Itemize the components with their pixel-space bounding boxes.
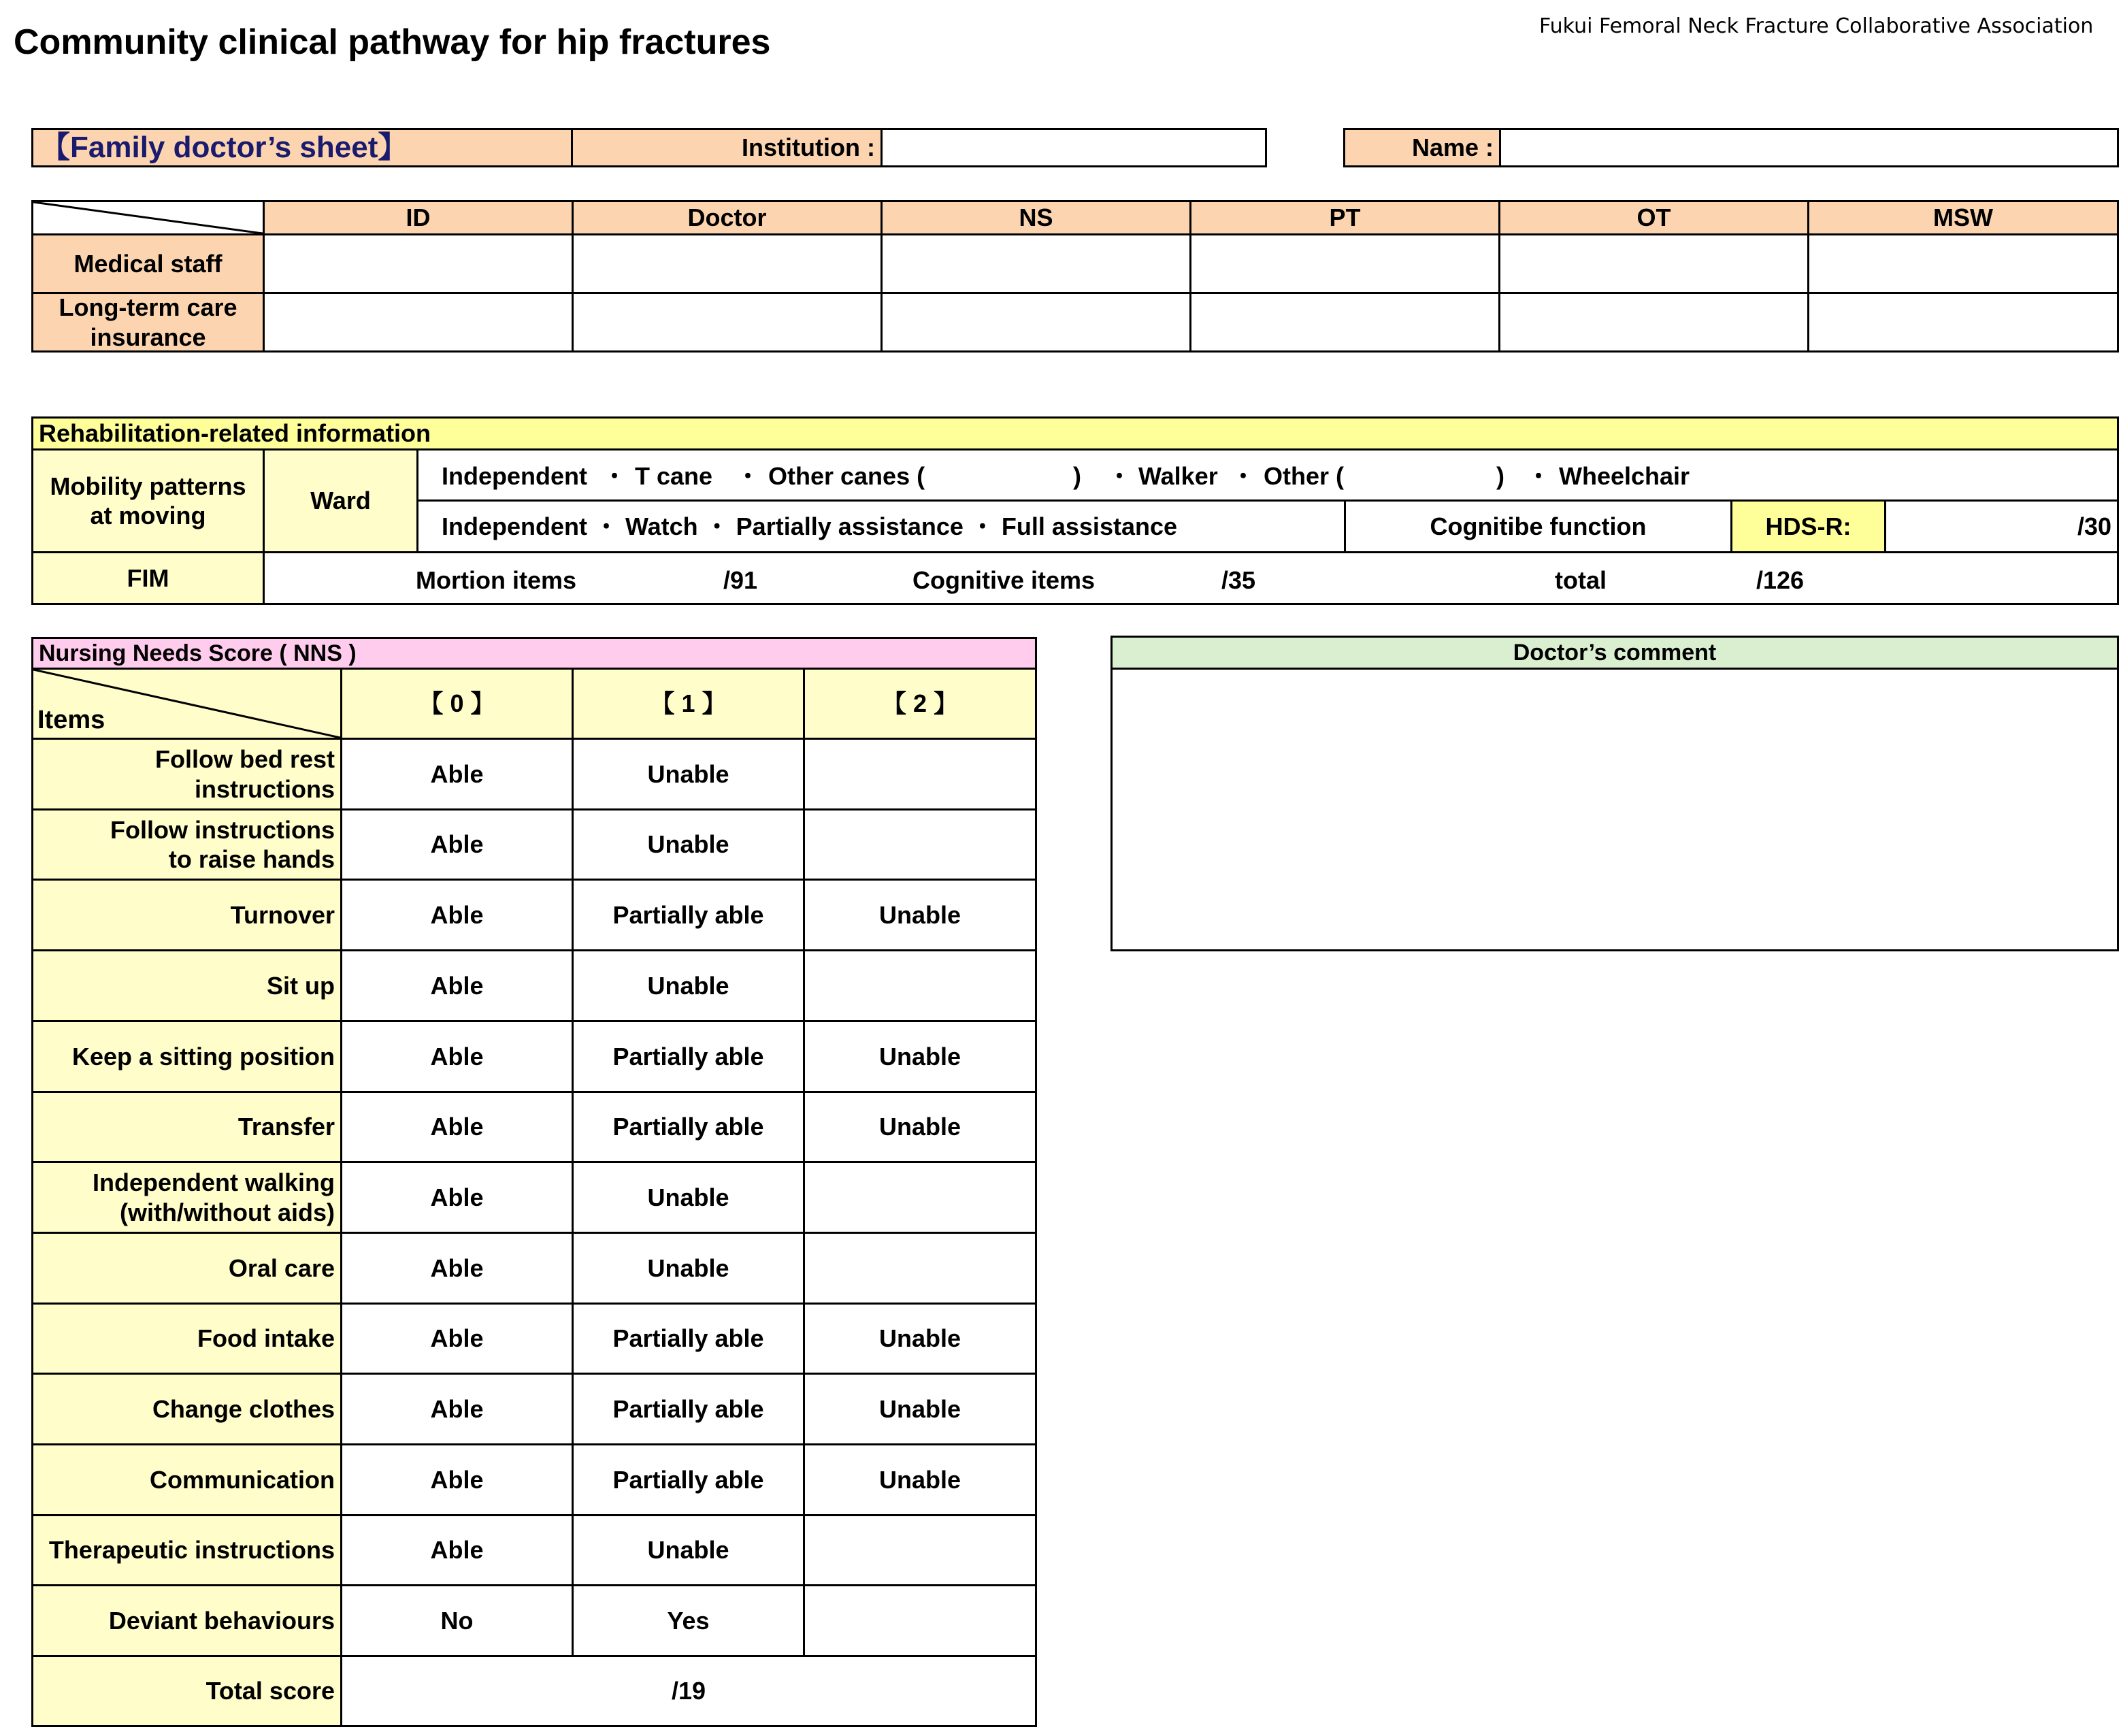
option-wheelchair[interactable]: Wheelchair: [1559, 462, 1690, 490]
option-other-canes[interactable]: Other canes (: [768, 462, 925, 490]
nns-header: Nursing Needs Score ( NNS ): [31, 637, 1037, 670]
nns-score-1-option[interactable]: Partially able: [572, 1373, 805, 1445]
nns-item-label: Follow instructions to raise hands: [31, 808, 342, 881]
nns-score-2-option[interactable]: [803, 738, 1037, 810]
nns-item-label: Transfer: [31, 1091, 342, 1163]
nns-score-1-option[interactable]: Partially able: [572, 1303, 805, 1375]
nns-item-label: Turnover: [31, 879, 342, 951]
nns-item-label: Keep a sitting position: [31, 1020, 342, 1093]
nns-score-1-option[interactable]: Partially able: [572, 1443, 805, 1516]
option-independent[interactable]: Independent: [442, 462, 587, 490]
doctor-comment-header: Doctor’s comment: [1110, 636, 2119, 670]
staff-cell[interactable]: [572, 292, 883, 353]
institution-label: Institution :: [571, 128, 883, 167]
items-header-cell: [31, 668, 342, 740]
doctor-comment-field[interactable]: [1110, 668, 2119, 951]
name-label: Name :: [1343, 128, 1501, 167]
nns-score-0-option[interactable]: Able: [340, 879, 574, 951]
staff-cell[interactable]: [263, 292, 574, 353]
nns-score-0-option[interactable]: Able: [340, 1232, 574, 1305]
nns-score-2-option[interactable]: [803, 1161, 1037, 1234]
rehab-header: Rehabilitation-related information: [31, 416, 2119, 451]
nns-score-0-option[interactable]: Able: [340, 1303, 574, 1375]
hdsr-label: HDS-R:: [1730, 499, 1886, 553]
nns-item-label: Sit up: [31, 949, 342, 1022]
mobility-options-row: [416, 448, 2119, 502]
nns-score-0-option[interactable]: Able: [340, 1161, 574, 1234]
nns-score-2-option[interactable]: [803, 1232, 1037, 1305]
nns-item-label: Change clothes: [31, 1373, 342, 1445]
ward-label: Ward: [263, 448, 418, 553]
option-walker[interactable]: Walker: [1138, 462, 1218, 490]
nns-score-1-option[interactable]: Partially able: [572, 1020, 805, 1093]
nns-item-label: Independent walking (with/without aids): [31, 1161, 342, 1234]
nns-score-1-option[interactable]: Unable: [572, 1514, 805, 1586]
column-header-ot: OT: [1498, 200, 1809, 235]
row-label-medical-staff: Medical staff: [31, 233, 265, 294]
nns-score-1-option[interactable]: Unable: [572, 949, 805, 1022]
staff-cell[interactable]: [1498, 292, 1809, 353]
nns-score-0-option[interactable]: Able: [340, 1373, 574, 1445]
institution-field[interactable]: [881, 128, 1267, 167]
closing-paren: ): [1496, 462, 1504, 490]
fim-label: FIM: [31, 551, 265, 605]
staff-cell[interactable]: [1189, 292, 1500, 353]
score-header-0: 【 0 】: [340, 668, 574, 740]
nns-score-1-option[interactable]: Unable: [572, 1232, 805, 1305]
staff-cell[interactable]: [1807, 292, 2119, 353]
nns-score-1-option[interactable]: Unable: [572, 1161, 805, 1234]
separator: ・: [736, 462, 761, 490]
fim-row: [263, 551, 2119, 605]
organization-name: Fukui Femoral Neck Fracture Collaborative Association: [1539, 14, 2094, 38]
nns-score-2-option[interactable]: Unable: [803, 1020, 1037, 1093]
total-score-value[interactable]: /19: [340, 1655, 1037, 1727]
total-score-label: Total score: [31, 1655, 342, 1727]
items-label: Items: [37, 706, 105, 735]
nns-score-1-option[interactable]: Yes: [572, 1584, 805, 1657]
score-header-2: 【 2 】: [803, 668, 1037, 740]
name-field[interactable]: [1499, 128, 2119, 167]
cognitive-items-label: Cognitive items: [912, 566, 1096, 594]
nns-score-1-option[interactable]: Partially able: [572, 879, 805, 951]
nns-score-0-option[interactable]: Able: [340, 1091, 574, 1163]
staff-cell[interactable]: [1189, 233, 1500, 294]
option-other[interactable]: Other (: [1264, 462, 1345, 490]
nns-score-0-option[interactable]: Able: [340, 949, 574, 1022]
motion-items-label: Mortion items: [416, 566, 577, 594]
nns-score-2-option[interactable]: [803, 1514, 1037, 1586]
staff-cell[interactable]: [572, 233, 883, 294]
separator: ・: [1526, 462, 1551, 490]
nns-score-1-option[interactable]: Unable: [572, 738, 805, 810]
option-t-cane[interactable]: T cane: [635, 462, 713, 490]
staff-cell[interactable]: [1807, 233, 2119, 294]
column-header-msw: MSW: [1807, 200, 2119, 235]
nns-score-2-option[interactable]: Unable: [803, 1091, 1037, 1163]
staff-cell[interactable]: [881, 292, 1191, 353]
fim-total-label: total: [1555, 566, 1607, 594]
nns-score-1-option[interactable]: Unable: [572, 808, 805, 881]
separator: ・: [1231, 462, 1256, 490]
nns-score-0-option[interactable]: Able: [340, 808, 574, 881]
nns-score-2-option[interactable]: Unable: [803, 879, 1037, 951]
cognitive-function-label: Cognitibe function: [1344, 499, 1732, 553]
nns-score-0-option[interactable]: Able: [340, 738, 574, 810]
row-label-long-term-care: Long-term care insurance: [31, 292, 265, 353]
column-header-pt: PT: [1189, 200, 1500, 235]
staff-corner-cell: [31, 200, 265, 235]
fim-total-score[interactable]: /126: [1756, 566, 1805, 594]
nns-score-0-option[interactable]: No: [340, 1584, 574, 1657]
nns-item-label: Oral care: [31, 1232, 342, 1305]
hdsr-score[interactable]: /30: [1884, 499, 2119, 553]
nns-score-1-option[interactable]: Partially able: [572, 1091, 805, 1163]
sheet-label: 【Family doctor’s sheet】: [31, 128, 573, 167]
nns-item-label: Deviant behaviours: [31, 1584, 342, 1657]
nns-score-2-option[interactable]: [803, 949, 1037, 1022]
assistance-options[interactable]: Independent ・ Watch ・ Partially assistance ・ Full assistance: [416, 499, 1346, 553]
mobility-label: Mobility patterns at moving: [31, 448, 265, 553]
nns-item-label: Communication: [31, 1443, 342, 1516]
nns-item-label: Therapeutic instructions: [31, 1514, 342, 1586]
separator: ・: [1107, 462, 1132, 490]
nns-score-0-option[interactable]: Able: [340, 1514, 574, 1586]
nns-score-2-option[interactable]: Unable: [803, 1373, 1037, 1445]
staff-cell[interactable]: [1498, 233, 1809, 294]
column-header-id: ID: [263, 200, 574, 235]
motion-items-score[interactable]: /91: [723, 566, 758, 594]
nns-item-label: Food intake: [31, 1303, 342, 1375]
nns-score-2-option[interactable]: Unable: [803, 1303, 1037, 1375]
column-header-ns: NS: [881, 200, 1191, 235]
nns-item-label: Follow bed rest instructions: [31, 738, 342, 810]
staff-cell[interactable]: [881, 233, 1191, 294]
nns-score-2-option[interactable]: [803, 808, 1037, 881]
closing-paren: ): [1073, 462, 1081, 490]
nns-score-2-option[interactable]: [803, 1584, 1037, 1657]
diagonal-line: [33, 202, 263, 233]
cognitive-items-score[interactable]: /35: [1221, 566, 1256, 594]
nns-score-0-option[interactable]: Able: [340, 1020, 574, 1093]
nns-score-2-option[interactable]: Unable: [803, 1443, 1037, 1516]
score-header-1: 【 1 】: [572, 668, 805, 740]
column-header-doctor: Doctor: [572, 200, 883, 235]
page-title: Community clinical pathway for hip fractures: [14, 22, 771, 62]
nns-score-0-option[interactable]: Able: [340, 1443, 574, 1516]
staff-cell[interactable]: [263, 233, 574, 294]
separator: ・: [602, 462, 627, 490]
